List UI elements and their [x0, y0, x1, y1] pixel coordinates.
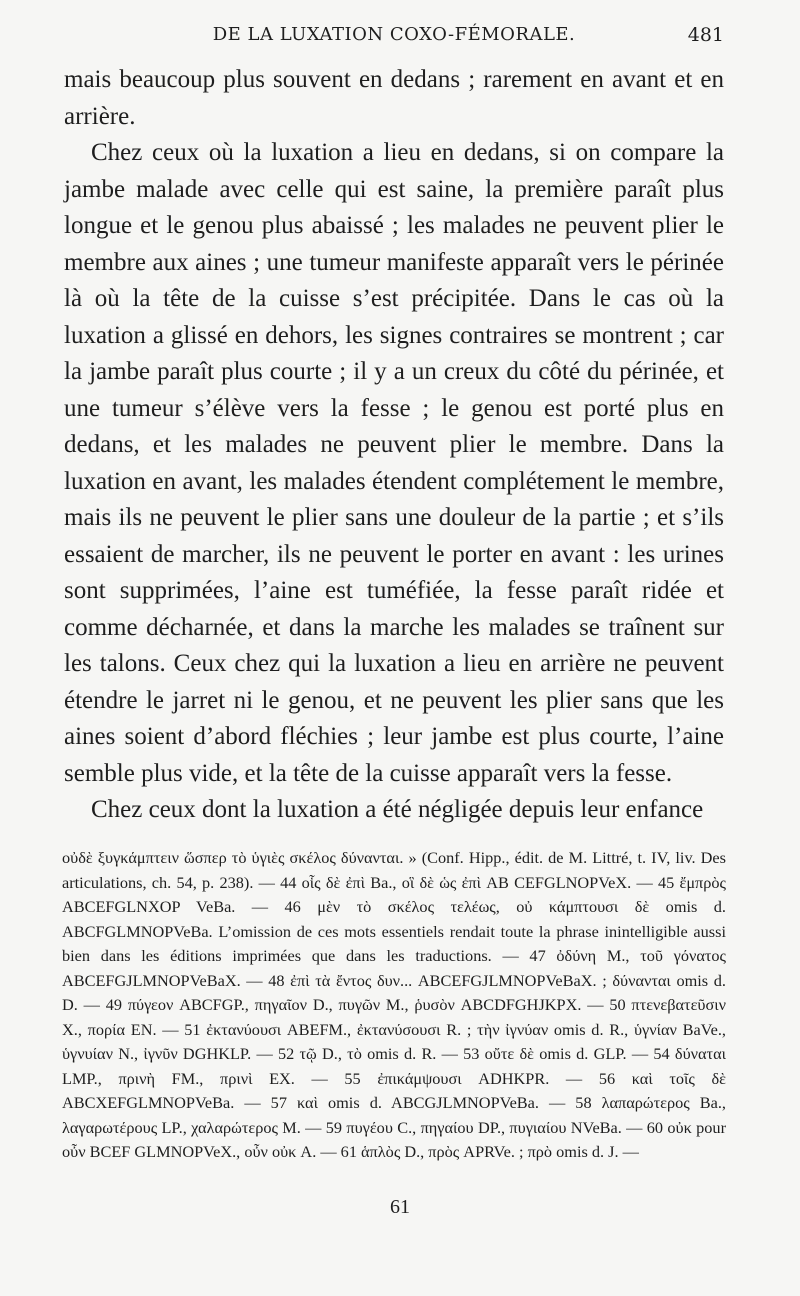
main-text [64, 62, 724, 829]
running-head-title: DE LA LUXATION COXO-FÉMORALE. [212, 24, 576, 45]
page-number: 481 [687, 24, 724, 46]
signature-mark: 61 [390, 1196, 410, 1218]
footnote-text: οὐδὲ ξυγκάμπτειν ὥσπερ τὸ ὑγιὲς σκέλος δύνανται. » (Conf. Hipp., édit. de M. Littré, t. IV, liv. Des articulations, ch. 54, p. 238). — 44 οἷς δὲ ἐπὶ Ba., οἳ δὲ ὡς ἐπὶ AB CEFGLNOPVeX. — 45 ἔμπρὸς ABCEFGLNXOP VeBa. — 46 μὲν τὸ σκέλος τελέως, οὐ κάμπτουσι δὲ omis d. ABCFGLMNOPVeBa. L’omission de ces mots essentiels rendait toute la phrase inintelligible aussi bien dans les éditions imprimées que dans les traductions. — 47 ὀδύνη M., τοῦ γόνατος ABCEFGJLMNOPVeBaX. — 48 ἐπὶ τὰ ἔντος δυν... ABCEFGJLMNOPVeBaX. ; δύνανται omis d. D. — 49 πύγεον ABCFGP., πηγαῖον D., πυγῶν M., ῥυσὸν ABCDFGHJKPX. — 50 πτενεβατεῦσιν X., πορία EN. — 51 ἐκτανύουσι ABEFM., ἐκτανύσουσι R. ; τὴν ἰγνύαν omis d. R., ὑγνίαν BaVe., ὑγνυίαν N., ἰγνῦν DGHKLP. — 52 τῷ D., τὸ omis d. R. — 53 οὔτε δὲ omis d. GLP. — 54 δύναται LMP., πρινὴ FM., πρινὶ EX. — 55 ἐπικάμψουσι ADHKPR. — 56 καὶ τοῖς δὲ ABCXEFGLMNOPVeBa. — 57 καὶ omis d. ABCGJLMNOPVeBa. — 58 λαπαρώτερος Ba., λαγαρωτέρους LP., χαλαρώτερος M. — 59 πυγέου C., πηγαίου DP., πυγιαίου NVeBa. — 60 οὐκ pour οὖν BCEF GLMNOPVeX., οὖν οὐκ A. — 61 ἁπλὸς D., πρὸς APRVe. ; πρὸ omis d. J. — [62, 848, 726, 1161]
paragraph-continued: mais beaucoup plus souvent en dedans ; rarement en avant et en arrière. [64, 66, 724, 130]
running-header [64, 24, 724, 50]
paragraph-neglected-luxation: Chez ceux dont la luxation a été négligée depuis leur enfance [91, 796, 704, 823]
footnotes [62, 846, 726, 1165]
paragraph-luxation-signs: Chez ceux où la luxation a lieu en dedans, si on compare la jambe malade avec celle qui est saine, la première paraît plus longue et le genou plus abaissé ; les malades ne peuvent plier le membre aux aines ; une tumeur manifeste apparaît vers le périnée là où la tête de la cuisse s’est précipitée. Dans le cas où la luxation a glissé en dehors, les signes contraires se montrent ; car la jambe paraît plus courte ; il y a un creux du côté du périnée, et une tumeur s’élève vers la fesse ; le genou est porté plus en dedans, et les malades ne peuvent plier le membre. Dans la luxation en avant, les malades étendent complétement le membre, mais ils ne peuvent le plier sans une douleur de la partie ; et s’ils essaient de marcher, ils ne peuvent le porter en avant : les urines sont supprimées, l’aine est tuméfiée, la fesse paraît ridée et comme décharnée, et dans la marche les malades se traînent sur les talons. Ceux chez qui la luxation a lieu en arrière ne peuvent étendre le jarret ni le genou, et ne peuvent les plier sans que les aines soient d’abord fléchies ; leur jambe est plus courte, l’aine semble plus vide, et la tête de la cuisse apparaît vers la fesse. [64, 139, 724, 787]
